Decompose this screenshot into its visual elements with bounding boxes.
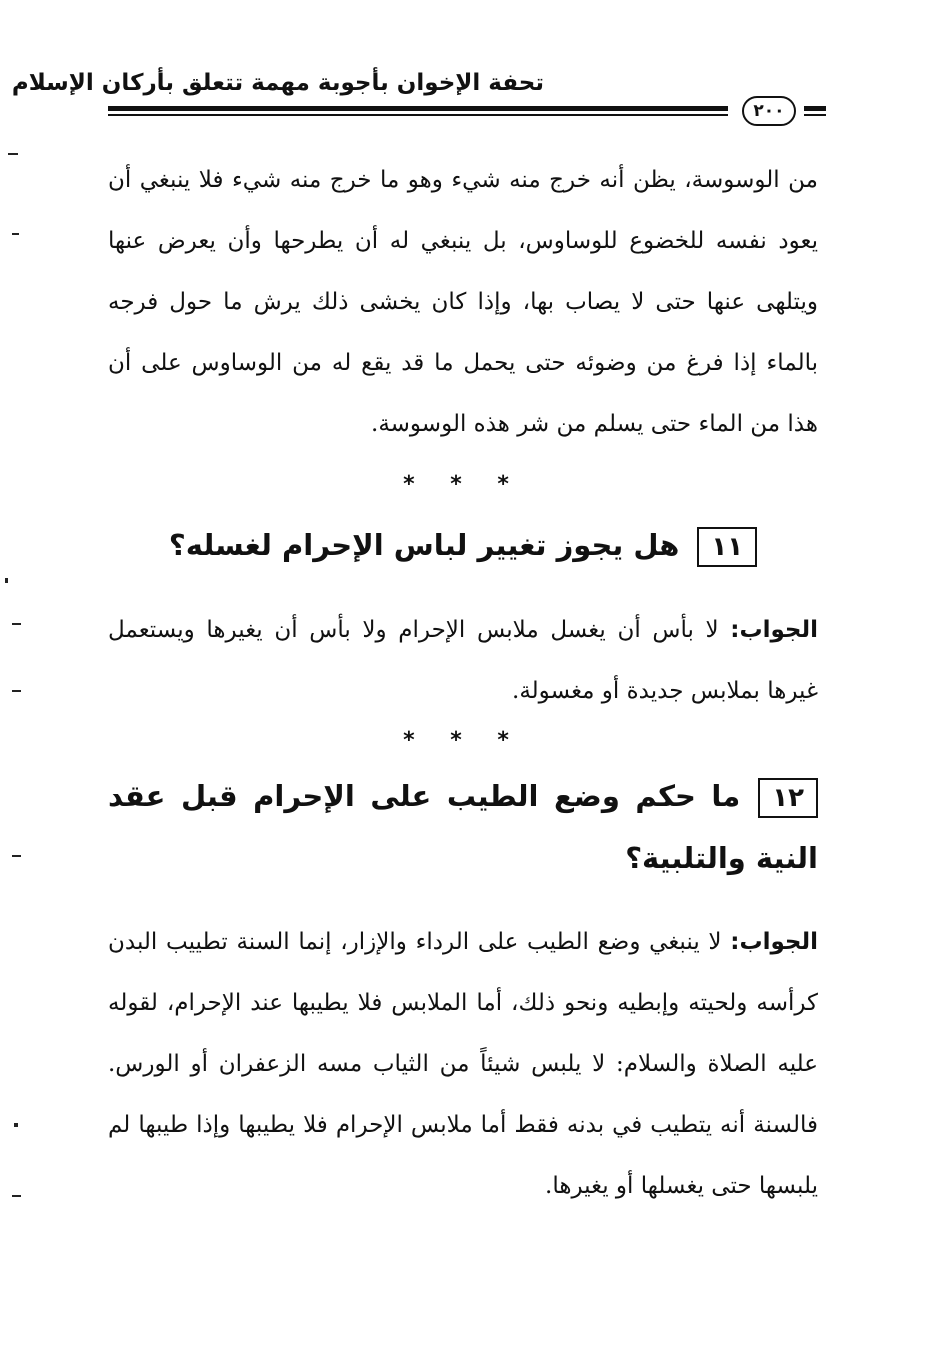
answer-paragraph <box>108 912 818 1217</box>
answer-label: الجواب: <box>730 929 818 955</box>
page-number: ٢٠٠ <box>742 96 796 126</box>
header-rule-end-thin <box>804 114 826 116</box>
section-separator: * * * <box>403 728 523 753</box>
header-rule <box>108 106 728 111</box>
scan-speck <box>12 690 21 692</box>
question-heading <box>108 765 818 889</box>
header-rule-thin <box>108 114 728 116</box>
book-title: تحفة الإخوان بأجوبة مهمة تتعلق بأركان الإسلام <box>11 70 544 96</box>
header-rule-end <box>804 106 826 111</box>
section-separator: * * * <box>403 472 523 497</box>
question-number: ١٢ <box>758 778 818 818</box>
question-heading <box>108 514 818 576</box>
question-text: هل يجوز تغيير لباس الإحرام لغسله؟ <box>168 528 680 562</box>
scan-speck <box>12 233 19 235</box>
scan-speck <box>12 1195 21 1197</box>
scan-speck <box>12 855 21 857</box>
running-header <box>11 60 824 126</box>
question-number: ١١ <box>697 527 757 567</box>
answer-text: لا ينبغي وضع الطيب على الرداء والإزار، إنما السنة تطييب البدن كرأسه ولحيته وإبطيه ونحو ذلك، أما الملابس فلا يطيبها عند الإحرام، لقوله عليه الصلاة والسلام: لا يلبس شيئاً من الثياب مسه الزعفران أو الورس. فالسنة أنه يتطيب في بدنه فقط أما ملابس الإحرام فلا يطيبها وإذا طيبها لم يلبسها حتى يغسلها أو يغيرها. <box>108 929 818 1199</box>
scan-speck <box>8 153 18 155</box>
scan-speck <box>5 578 8 583</box>
scan-speck <box>14 1123 18 1127</box>
answer-text: لا بأس أن يغسل ملابس الإحرام ولا بأس أن يغيرها ويستعمل غيرها بملابس جديدة أو مغسولة. <box>108 617 818 704</box>
intro-paragraph: من الوسوسة، يظن أنه خرج منه شيء وهو ما خرج منه شيء فلا ينبغي أن يعود نفسه للخضوع للوساوس، بل ينبغي له أن يطرحها وأن يعرض عنها ويتلهى عنها حتى لا يصاب بها، وإذا كان يخشى ذلك يرش ما حول فرجه بالماء إذا فرغ من وضوئه حتى يحمل ما قد يقع له من الوساوس على أن هذا من الماء حتى يسلم من شر هذه الوسوسة. <box>108 167 818 437</box>
question-text: ما حكم وضع الطيب على الإحرام قبل عقد النية والتلبية؟ <box>108 779 818 875</box>
answer-paragraph <box>108 600 818 722</box>
scan-speck <box>12 623 21 625</box>
answer-label: الجواب: <box>730 617 818 643</box>
